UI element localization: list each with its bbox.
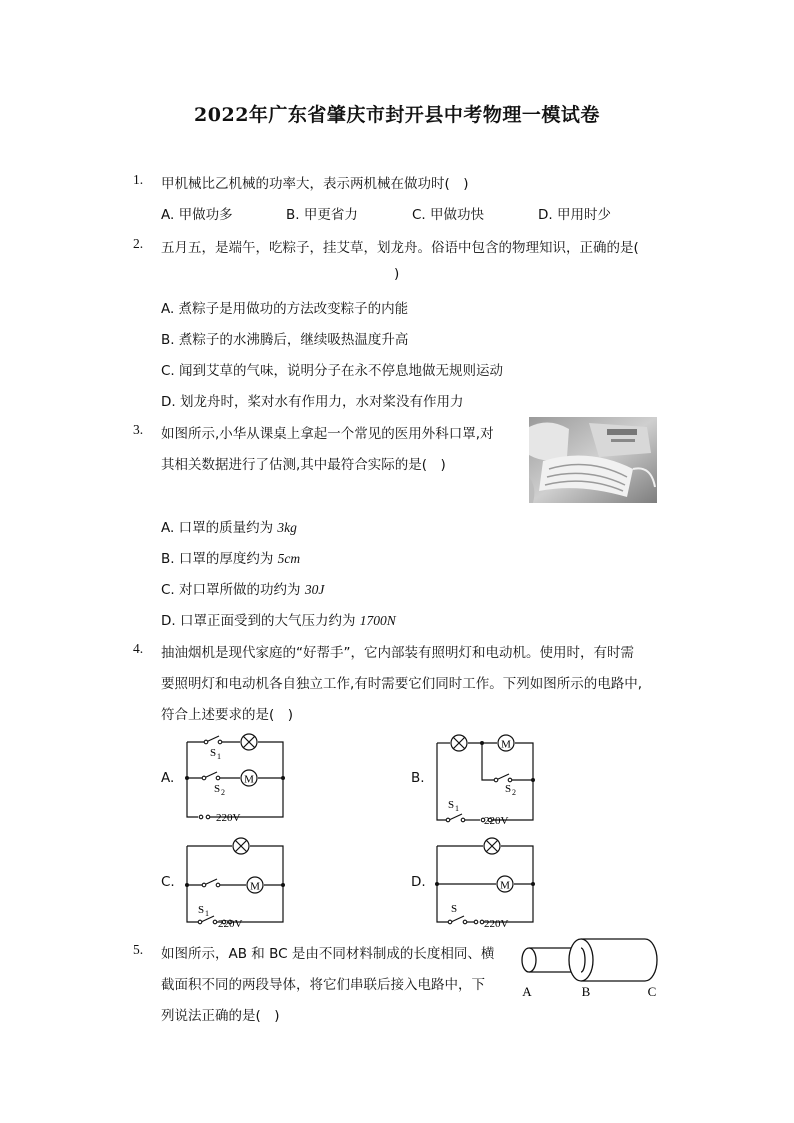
voltage-label: 220V [484,815,509,825]
switch-label: S [505,783,512,795]
switch-label: S [451,903,458,915]
option-b: B. 口罩的厚度约为 5cm [161,551,301,567]
question-text-line1: 如图所示,小华从课桌上拿起一个常见的医用外科口罩,对 [161,426,494,442]
conductor-diagram [513,935,663,1003]
mask-photo [529,417,657,503]
motor-label: M [250,880,260,893]
question-text-line2: 要照明灯和电动机各自独立工作,有时需要它们同时工作。下列如图所示的电路中, [161,676,643,692]
option-c: C. 对口罩所做的功约为 30J [161,582,325,598]
label-b: B [581,984,591,999]
question-number: 1. [133,172,144,187]
question-number: 2. [133,236,144,251]
option-c: C. 甲做功快 [412,207,485,223]
switch-label: S [448,799,455,811]
question-text-line3: 符合上述要求的是( ) [161,707,294,723]
circuit-d-diagram [432,834,544,929]
motor-label: M [244,773,254,786]
motor-label: M [500,879,510,892]
question-text-line2: 截面积不同的两段导体，将它们串联后接入电路中，下 [161,977,485,993]
question-number: 5. [133,942,144,957]
option-c-label: C. [161,874,175,890]
circuit-c-diagram [182,834,292,929]
switch-subscript: 1 [455,804,459,813]
option-b: B. 甲更省力 [286,207,358,223]
question-text-line1: 五月五，是端午，吃粽子，挂艾草，划龙舟。俗语中包含的物理知识，正确的是( [161,240,639,256]
question-text-line1: 如图所示，AB 和 BC 是由不同材料制成的长度相同、横 [161,946,495,962]
option-d: D. 甲用时少 [538,207,611,223]
option-a-label: A. [161,770,175,786]
switch-label: S [198,904,205,916]
option-a: A. 口罩的质量约为 3kg [161,520,297,536]
voltage-label: 220V [218,918,243,929]
option-c: C. 闻到艾草的气味，说明分子在永不停息地做无规则运动 [161,363,504,379]
option-a: A. 甲做功多 [161,207,233,223]
voltage-label: 220V [484,918,509,929]
voltage-label: 220V [216,812,241,824]
option-d: D. 划龙舟时，桨对水有作用力，水对桨没有作用力 [161,394,464,410]
question-text-line1: 抽油烟机是现代家庭的“好帮手”，它内部装有照明灯和电动机。使用时，有时需 [161,645,634,661]
switch-subscript: 1 [205,909,209,918]
switch-label: S [214,783,221,795]
circuit-a-diagram [182,732,292,824]
question-text-line2: 其相关数据进行了估测,其中最符合实际的是( ) [161,457,446,473]
exam-title: 2022年广东省肇庆市封开县中考物理一模试卷 [194,104,600,126]
switch-subscript: 2 [512,788,516,797]
option-d: D. 口罩正面受到的大气压力约为 1700N [161,613,396,629]
switch-label: S [210,747,217,759]
option-d-label: D. [411,874,426,890]
question-number: 3. [133,422,144,437]
circuit-b-diagram [432,730,544,825]
switch-subscript: 1 [217,752,221,761]
switch-subscript: 2 [221,788,225,797]
option-b: B. 煮粽子的水沸腾后，继续吸热温度升高 [161,332,409,348]
option-a: A. 煮粽子是用做功的方法改变粽子的内能 [161,301,409,317]
question-text: 甲机械比乙机械的功率大，表示两机械在做功时( ) [161,176,469,192]
motor-label: M [501,738,511,751]
question-number: 4. [133,641,144,656]
option-b-label: B. [411,770,425,786]
question-text-line3: 列说法正确的是( ) [161,1008,280,1024]
label-a: A [522,984,532,999]
question-text-line2: ) [394,266,400,282]
label-c: C [647,984,657,999]
